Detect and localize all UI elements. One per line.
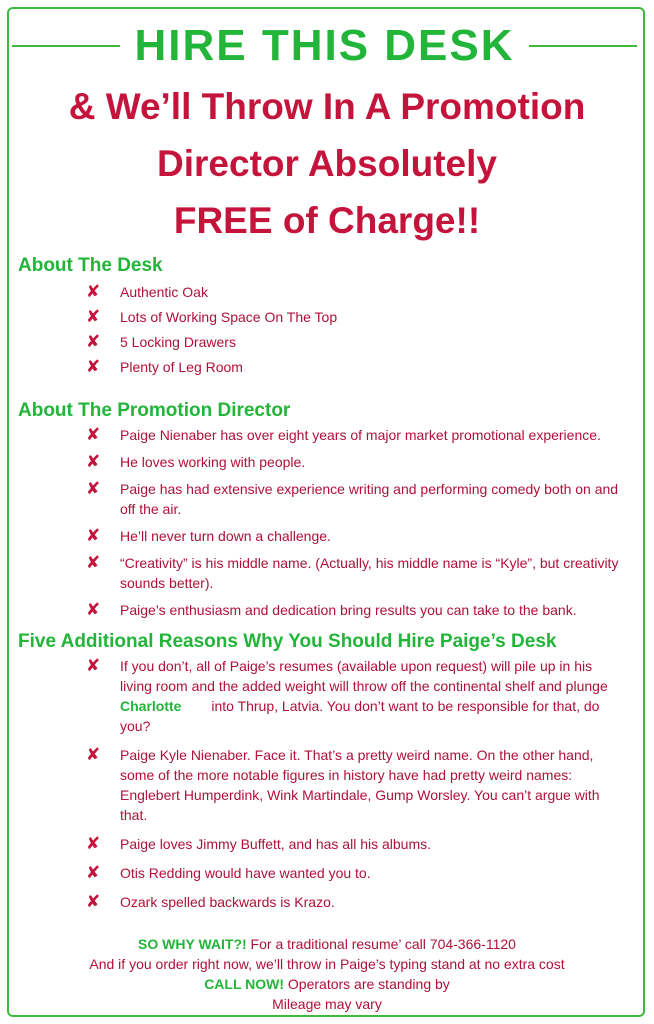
footer-order-text: And if you order right now, we’ll throw in Paige’s typing stand at no extra cost (89, 956, 565, 972)
x-bullet-icon: ✘ (86, 282, 101, 301)
list-item-text: Plenty of Leg Room (120, 359, 243, 375)
list-item (86, 656, 626, 736)
footer-call-now (0, 974, 654, 994)
headline (0, 78, 654, 249)
x-bullet-icon: ✘ (86, 425, 101, 444)
page-title: HIRE THIS DESK (134, 21, 515, 70)
resume-text: For a traditional resume’ call 704-366-1120 (246, 936, 516, 952)
list-item-text: Otis Redding would have wanted you to. (120, 865, 371, 881)
list-item-text: 5 Locking Drawers (120, 334, 236, 350)
list-item-text: Paige’s enthusiasm and dedication bring results you can take to the bank. (120, 602, 577, 618)
list-item-text: He’ll never turn down a challenge. (120, 528, 331, 544)
x-bullet-icon: ✘ (86, 892, 101, 911)
x-bullet-icon: ✘ (86, 863, 101, 882)
list-item-text: He loves working with people. (120, 454, 306, 470)
x-bullet-icon: ✘ (86, 357, 101, 376)
footer-why-wait (0, 934, 654, 954)
section-heading-reasons: Five Additional Reasons Why You Should Hire Paige’s Desk (18, 631, 557, 652)
city-highlight: Charlotte (120, 698, 182, 714)
list-item (86, 892, 626, 912)
reasons-list (86, 656, 626, 912)
footer-mileage: Mileage may vary (272, 996, 382, 1012)
title-rule-left (12, 45, 120, 47)
x-bullet-icon: ✘ (86, 834, 101, 853)
x-bullet-icon: ✘ (86, 600, 101, 619)
list-item-text: Lots of Working Space On The Top (120, 309, 338, 325)
list-item (86, 307, 337, 327)
list-item-text: Paige Nienaber has over eight years of major market promotional experience. (120, 427, 601, 443)
list-item (86, 332, 236, 352)
section-heading-desk: About The Desk (18, 255, 163, 276)
list-item (86, 479, 626, 519)
why-wait-label: SO WHY WAIT?! (138, 936, 247, 952)
x-bullet-icon: ✘ (86, 526, 101, 545)
list-item (86, 452, 626, 472)
list-item-text: If you don’t, all of Paige’s resumes (available upon request) will pile up in his living room and the added weight will throw off the continental shelf and plunge (120, 658, 608, 694)
list-item (86, 357, 243, 377)
x-bullet-icon: ✘ (86, 307, 101, 326)
list-item (86, 282, 208, 302)
list-item (86, 863, 626, 883)
x-bullet-icon: ✘ (86, 452, 101, 471)
list-item (86, 834, 626, 854)
list-item (86, 526, 626, 546)
director-list (86, 425, 626, 620)
list-item-text: Paige has had extensive experience writing and performing comedy both on and off the air. (120, 481, 619, 517)
operators-text: Operators are standing by (284, 976, 450, 992)
title-rule-right (529, 45, 637, 47)
list-item (86, 425, 626, 445)
list-item (86, 553, 626, 593)
x-bullet-icon: ✘ (86, 553, 101, 572)
x-bullet-icon: ✘ (86, 332, 101, 351)
x-bullet-icon: ✘ (86, 656, 101, 675)
list-item-text: Paige Kyle Nienaber. Face it. That’s a pretty weird name. On the other hand, some of the more notable figures in history have had pretty weird names: Englebert Humperdink, Wink Martindale, Gump Worsley. You can’t argue with that. (120, 747, 600, 823)
x-bullet-icon: ✘ (86, 745, 101, 764)
list-item-text: “Creativity” is his middle name. (Actually, his middle name is “Kyle”, but creativity sounds better). (120, 555, 619, 591)
list-item-text: into Thrup, Latvia. You don’t want to be responsible for that, do you? (120, 698, 600, 734)
section-heading-director: About The Promotion Director (18, 400, 291, 421)
list-item-text: Paige loves Jimmy Buffett, and has all his albums. (120, 836, 432, 852)
x-bullet-icon: ✘ (86, 479, 101, 498)
title-row (12, 18, 637, 74)
list-item (86, 745, 626, 825)
list-item-text: Ozark spelled backwards is Krazo. (120, 894, 335, 910)
headline-line-2: Director Absolutely (157, 143, 497, 184)
call-now-label: CALL NOW! (204, 976, 285, 992)
headline-line-1: & We’ll Throw In A Promotion (68, 86, 586, 127)
list-item (86, 600, 626, 620)
headline-line-3: FREE of Charge!! (173, 200, 481, 241)
list-item-text: Authentic Oak (120, 284, 208, 300)
